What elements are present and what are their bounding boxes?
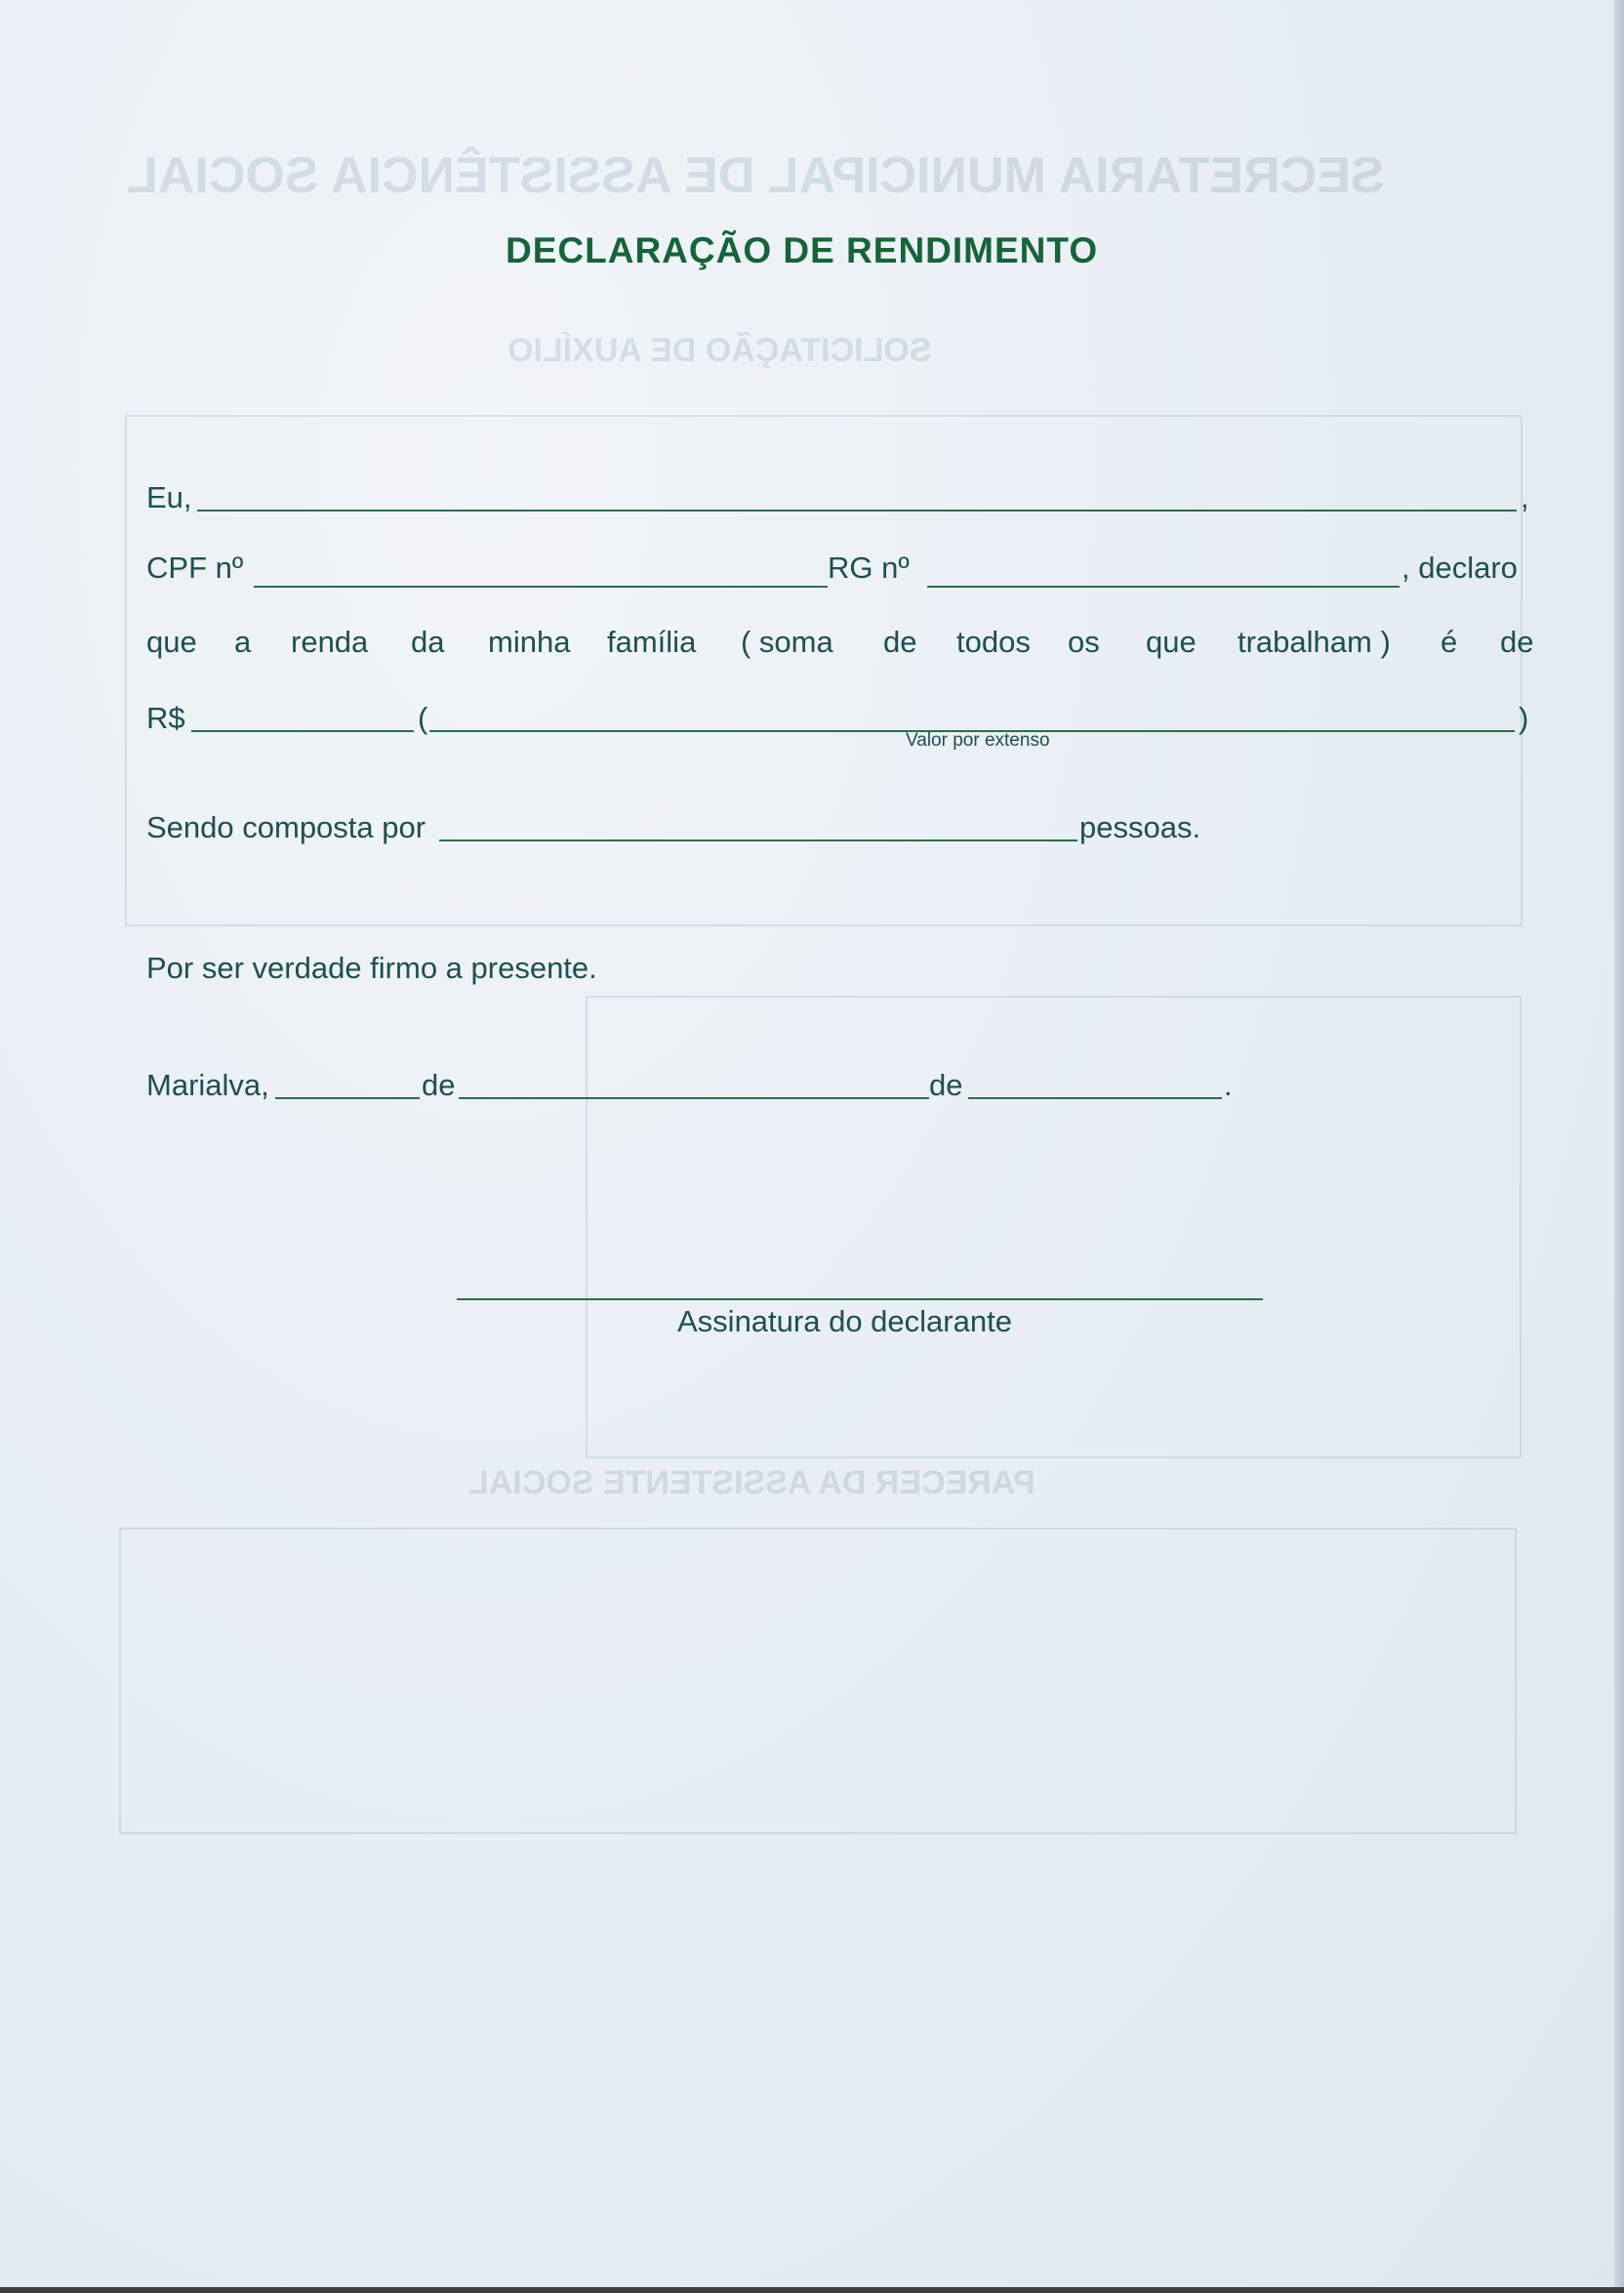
declaro-text: , declaro	[1401, 551, 1518, 585]
date-period: .	[1224, 1068, 1233, 1102]
currency-label: R$	[146, 701, 185, 735]
cpf-label: CPF nº	[146, 551, 244, 585]
paper-edge	[1614, 0, 1624, 2293]
rg-label: RG nº	[828, 551, 910, 585]
income-text-word: trabalham )	[1238, 625, 1391, 659]
name-comma: ,	[1521, 480, 1529, 514]
income-text-word: minha	[488, 625, 571, 659]
attestation-text: Por ser verdade firmo a presente.	[146, 951, 597, 985]
persons-count-field[interactable]	[439, 839, 1077, 841]
bleed-through-table-3	[119, 1528, 1517, 1834]
amount-field[interactable]	[191, 730, 414, 732]
composition-label: Sendo composta por	[146, 810, 426, 844]
date-de-2: de	[929, 1068, 963, 1102]
income-text-word: que	[146, 625, 197, 659]
scan-border	[0, 2287, 1624, 2293]
cpf-field[interactable]	[254, 586, 828, 588]
year-field[interactable]	[968, 1097, 1222, 1099]
amount-written-hint: Valor por extenso	[906, 730, 1050, 751]
income-text-word: que	[1146, 625, 1197, 659]
bleed-through-table-2	[586, 996, 1522, 1458]
day-field[interactable]	[275, 1097, 420, 1099]
rg-field[interactable]	[927, 586, 1400, 588]
close-paren: )	[1519, 701, 1529, 735]
income-text-word: renda	[291, 625, 369, 659]
bleed-through-section: PARECER DA ASSISTENTE SOCIAL	[468, 1464, 1035, 1501]
income-text-word: ( soma	[741, 625, 833, 659]
income-text-word: os	[1068, 625, 1100, 659]
document-title: DECLARAÇÃO DE RENDIMENTO	[506, 230, 1099, 270]
signature-line[interactable]	[457, 1298, 1263, 1300]
income-text-word: de	[1500, 625, 1534, 659]
income-text-word: de	[883, 625, 917, 659]
persons-label: pessoas.	[1079, 810, 1201, 844]
income-text-word: da	[411, 625, 445, 659]
eu-label: Eu,	[146, 480, 192, 514]
month-field[interactable]	[459, 1097, 929, 1099]
income-text-word: é	[1441, 625, 1458, 659]
city-label: Marialva,	[146, 1068, 269, 1102]
income-text-word: a	[234, 625, 252, 659]
date-de-1: de	[422, 1068, 456, 1102]
open-paren: (	[418, 701, 428, 735]
bleed-through-subtitle: SOLICITAÇÃO DE AUXÍLIO	[508, 332, 932, 369]
bleed-through-header: SECRETARIA MUNICIPAL DE ASSISTÊNCIA SOCIAL	[127, 147, 1385, 204]
income-text-word: todos	[956, 625, 1031, 659]
bleed-through-table-1	[125, 415, 1522, 926]
income-text-word: família	[607, 625, 697, 659]
name-field[interactable]	[197, 510, 1517, 512]
signature-label: Assinatura do declarante	[677, 1304, 1012, 1338]
